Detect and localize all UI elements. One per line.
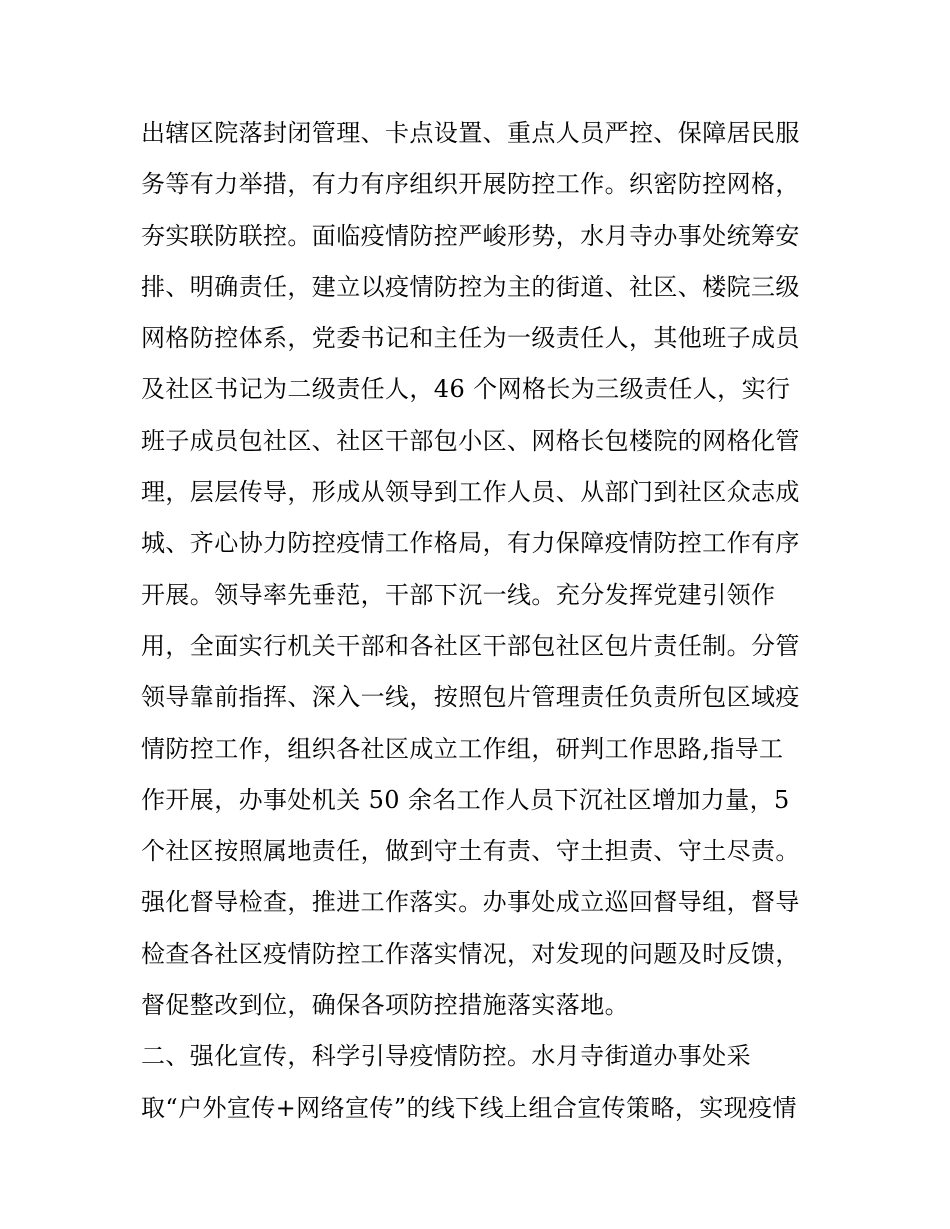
text-line-5: 网格防控体系，党委书记和主任为一级责任人，其他班子成员 <box>141 324 800 353</box>
text-line-1: 出辖区院落封闭管理、卡点设置、重点人员严控、保障居民服 <box>141 119 800 147</box>
text-line-18: 督促整改到位，确保各项防控措施落实落地。 <box>141 991 629 1020</box>
text-line-20: 取“户外宣传+网络宣传”的线下线上组合宣传策略，实现疫情 <box>141 1093 797 1122</box>
document-body <box>141 108 821 1134</box>
text-line-6: 及社区书记为二级责任人，46 个网格长为三级责任人，实行 <box>141 375 791 404</box>
text-line-2: 务等有力举措，有力有序组织开展防控工作。织密防控网格， <box>141 170 800 199</box>
text-line-13: 情防控工作，组织各社区成立工作组，研判工作思路,指导工 <box>141 734 784 763</box>
text-line-7: 班子成员包社区、社区干部包小区、网格长包楼院的网格化管 <box>141 426 800 455</box>
text-line-14: 作开展，办事处机关 50 余名工作人员下沉社区增加力量，5 <box>141 785 790 814</box>
text-line-19: 二、强化宣传，科学引导疫情防控。水月寺街道办事处采 <box>141 1042 751 1071</box>
text-line-16: 强化督导检查，推进工作落实。办事处成立巡回督导组，督导 <box>141 888 800 917</box>
text-line-12: 领导靠前指挥、深入一线，按照包片管理责任负责所包区域疫 <box>141 683 800 712</box>
text-line-11: 用，全面实行机关干部和各社区干部包社区包片责任制。分管 <box>141 631 800 660</box>
text-line-10: 开展。领导率先垂范，干部下沉一线。充分发挥党建引领作 <box>141 580 776 609</box>
text-line-9: 城、齐心协力防控疫情工作格局，有力保障疫情防控工作有序 <box>141 529 800 558</box>
text-line-3: 夯实联防联控。面临疫情防控严峻形势，水月寺办事处统筹安 <box>141 221 800 250</box>
text-line-8: 理，层层传导，形成从领导到工作人员、从部门到社区众志成 <box>141 478 800 507</box>
text-line-17: 检查各社区疫情防控工作落实情况，对发现的问题及时反馈， <box>141 939 800 968</box>
text-line-15: 个社区按照属地责任，做到守土有责、守土担责、守土尽责。 <box>141 837 800 866</box>
text-line-4: 排、明确责任，建立以疫情防控为主的街道、社区、楼院三级 <box>141 272 800 301</box>
